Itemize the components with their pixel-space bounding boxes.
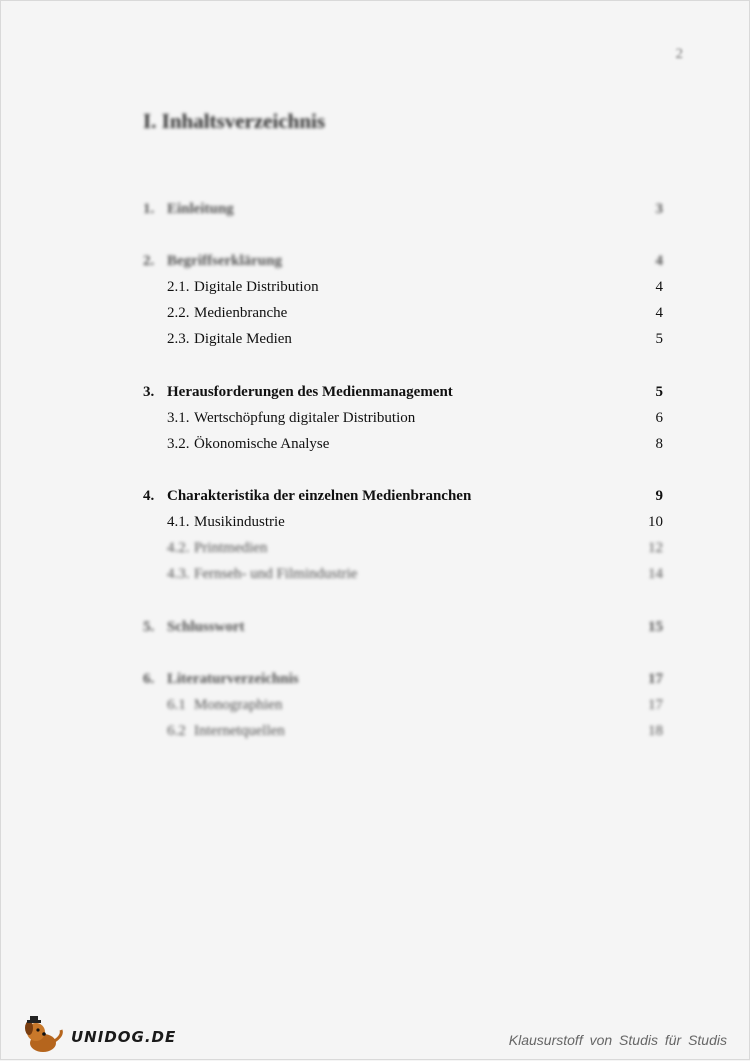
toc-entry-title: Begriffserklärung bbox=[167, 253, 282, 269]
toc-subentry bbox=[143, 564, 663, 584]
toc-subentry bbox=[143, 695, 663, 715]
toc-entry-number: 4.2. bbox=[167, 540, 190, 556]
toc-subentry bbox=[143, 434, 663, 454]
toc-entry-title: Musikindustrie bbox=[194, 514, 285, 530]
toc-entry-page: 3 bbox=[655, 201, 663, 217]
toc-entry-title: Charakteristika der einzelnen Medienbranchen bbox=[167, 488, 472, 504]
toc-entry-number: 4.1. bbox=[167, 514, 190, 530]
toc-entry-number: 6. bbox=[143, 671, 155, 687]
toc-entry-title: Medienbranche bbox=[194, 305, 288, 321]
toc-heading: I. Inhaltsverzeichnis bbox=[143, 109, 326, 133]
toc-subentry bbox=[143, 512, 663, 532]
toc-entry-number: 2.3. bbox=[167, 331, 190, 347]
toc-entry-title: Digitale Distribution bbox=[194, 279, 319, 295]
toc-subentry bbox=[143, 408, 663, 428]
toc-subentry bbox=[143, 277, 663, 297]
toc-entry-number: 3.1. bbox=[167, 410, 190, 426]
toc-entry-page: 4 bbox=[655, 279, 663, 295]
toc-entry bbox=[143, 486, 663, 506]
toc-entry-number: 4.3. bbox=[167, 566, 190, 582]
toc-entry-page: 8 bbox=[655, 436, 663, 452]
toc-entry-page: 6 bbox=[655, 410, 663, 426]
toc-entry-page: 15 bbox=[648, 619, 663, 635]
footer-tagline: Klausurstoff von Studis für Studis bbox=[508, 1032, 727, 1048]
toc-entry-page: 17 bbox=[648, 671, 663, 687]
logo-text: UNIDOG.DE bbox=[71, 1028, 177, 1046]
toc-entry bbox=[143, 199, 663, 219]
toc-entry-page: 14 bbox=[648, 566, 663, 582]
toc-entry-page: 17 bbox=[648, 697, 663, 713]
toc-entry-page: 5 bbox=[655, 384, 663, 400]
toc-entry-page: 18 bbox=[648, 723, 663, 739]
toc-subentry bbox=[143, 721, 663, 741]
toc-subentry bbox=[143, 303, 663, 323]
toc-entry-number: 1. bbox=[143, 201, 155, 217]
toc-entry-title: Internetquellen bbox=[194, 723, 285, 739]
toc-entry-page: 10 bbox=[648, 514, 663, 530]
toc-entry-number: 2. bbox=[143, 253, 155, 269]
toc-entry-title: Monographien bbox=[194, 697, 283, 713]
toc-entry bbox=[143, 617, 663, 637]
toc-subentry bbox=[143, 538, 663, 558]
toc-entry-number: 4. bbox=[143, 488, 155, 504]
toc-entry-number: 2.2. bbox=[167, 305, 190, 321]
toc-entry bbox=[143, 382, 663, 402]
toc-entry-title: Schlusswort bbox=[167, 619, 245, 635]
toc-entry-title: Digitale Medien bbox=[194, 331, 292, 347]
toc-entry-number: 5. bbox=[143, 619, 155, 635]
toc-entry-number: 6.1 bbox=[167, 697, 186, 713]
toc-entry-number: 6.2 bbox=[167, 723, 186, 739]
unidog-logo[interactable] bbox=[19, 1016, 177, 1056]
toc-entry-page: 12 bbox=[648, 540, 663, 556]
toc-entry-title: Wertschöpfung digitaler Distribution bbox=[194, 410, 416, 426]
toc-entry-number: 3.2. bbox=[167, 436, 190, 452]
toc-entry-title: Fernseh- und Filmindustrie bbox=[194, 566, 358, 582]
toc-entry-number: 3. bbox=[143, 384, 155, 400]
dog-mascot-icon bbox=[19, 1016, 69, 1056]
toc-entry-number: 2.1. bbox=[167, 279, 190, 295]
toc-entry-title: Printmedien bbox=[194, 540, 268, 556]
toc-entry-page: 9 bbox=[655, 488, 663, 504]
toc-entry-title: Ökonomische Analyse bbox=[194, 436, 330, 452]
toc-entry-page: 5 bbox=[655, 331, 663, 347]
toc-entry bbox=[143, 251, 663, 271]
toc-entry-title: Herausforderungen des Medienmanagement bbox=[167, 384, 453, 400]
toc-entry bbox=[143, 669, 663, 689]
toc-entry-page: 4 bbox=[655, 305, 663, 321]
toc-entry-title: Einleitung bbox=[167, 201, 234, 217]
toc-entry-page: 4 bbox=[655, 253, 663, 269]
toc-entry-title: Literaturverzeichnis bbox=[167, 671, 299, 687]
toc-subentry bbox=[143, 329, 663, 349]
page-number: 2 bbox=[675, 46, 683, 62]
